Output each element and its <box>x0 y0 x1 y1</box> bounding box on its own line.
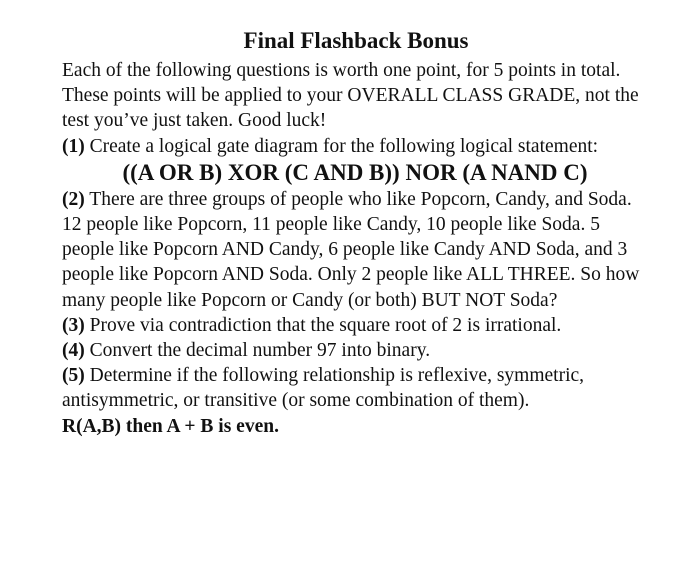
question-3-text: Prove via contradiction that the square root of 2 is irrational. <box>89 314 562 336</box>
document-title: Final Flashback Bonus <box>243 28 469 53</box>
question-2 <box>62 187 642 313</box>
question-5 <box>62 363 642 413</box>
question-1-number: (1) <box>62 135 85 157</box>
question-5-text: Determine if the following relationship is reflexive, symmetric, antisymmetric, or transitive (or some combination of them). <box>62 365 585 412</box>
question-4 <box>62 338 642 363</box>
question-3-number: (3) <box>62 314 85 336</box>
question-2-number: (2) <box>62 188 85 210</box>
question-3 <box>62 313 642 338</box>
document-page <box>62 26 642 439</box>
intro-paragraph: Each of the following questions is worth one point, for 5 points in total. These points will be applied to your OVERALL CLASS GRADE, not the test you’ve just taken. Good luck! <box>62 60 639 132</box>
logic-formula: ((A OR B) XOR (C AND B)) NOR (A NAND C) <box>122 159 588 185</box>
question-4-number: (4) <box>62 340 85 362</box>
question-5-number: (5) <box>62 365 85 387</box>
relation-statement: R(A,B) then A + B is even. <box>62 415 279 437</box>
question-4-text: Convert the decimal number 97 into binary. <box>89 340 431 362</box>
question-1 <box>62 134 642 159</box>
question-1-text: Create a logical gate diagram for the following logical statement: <box>89 135 599 157</box>
question-2-text: There are three groups of people who like Popcorn, Candy, and Soda. 12 people like Popcorn, 11 people like Candy, 10 people like Soda. 5 people like Popcorn AND Candy, 6 people like Candy AND Soda, and 3 people like Popcorn AND Soda. Only 2 people like ALL THREE. So how many people like Popcorn or Candy (or both) BUT NOT Soda? <box>62 188 640 311</box>
